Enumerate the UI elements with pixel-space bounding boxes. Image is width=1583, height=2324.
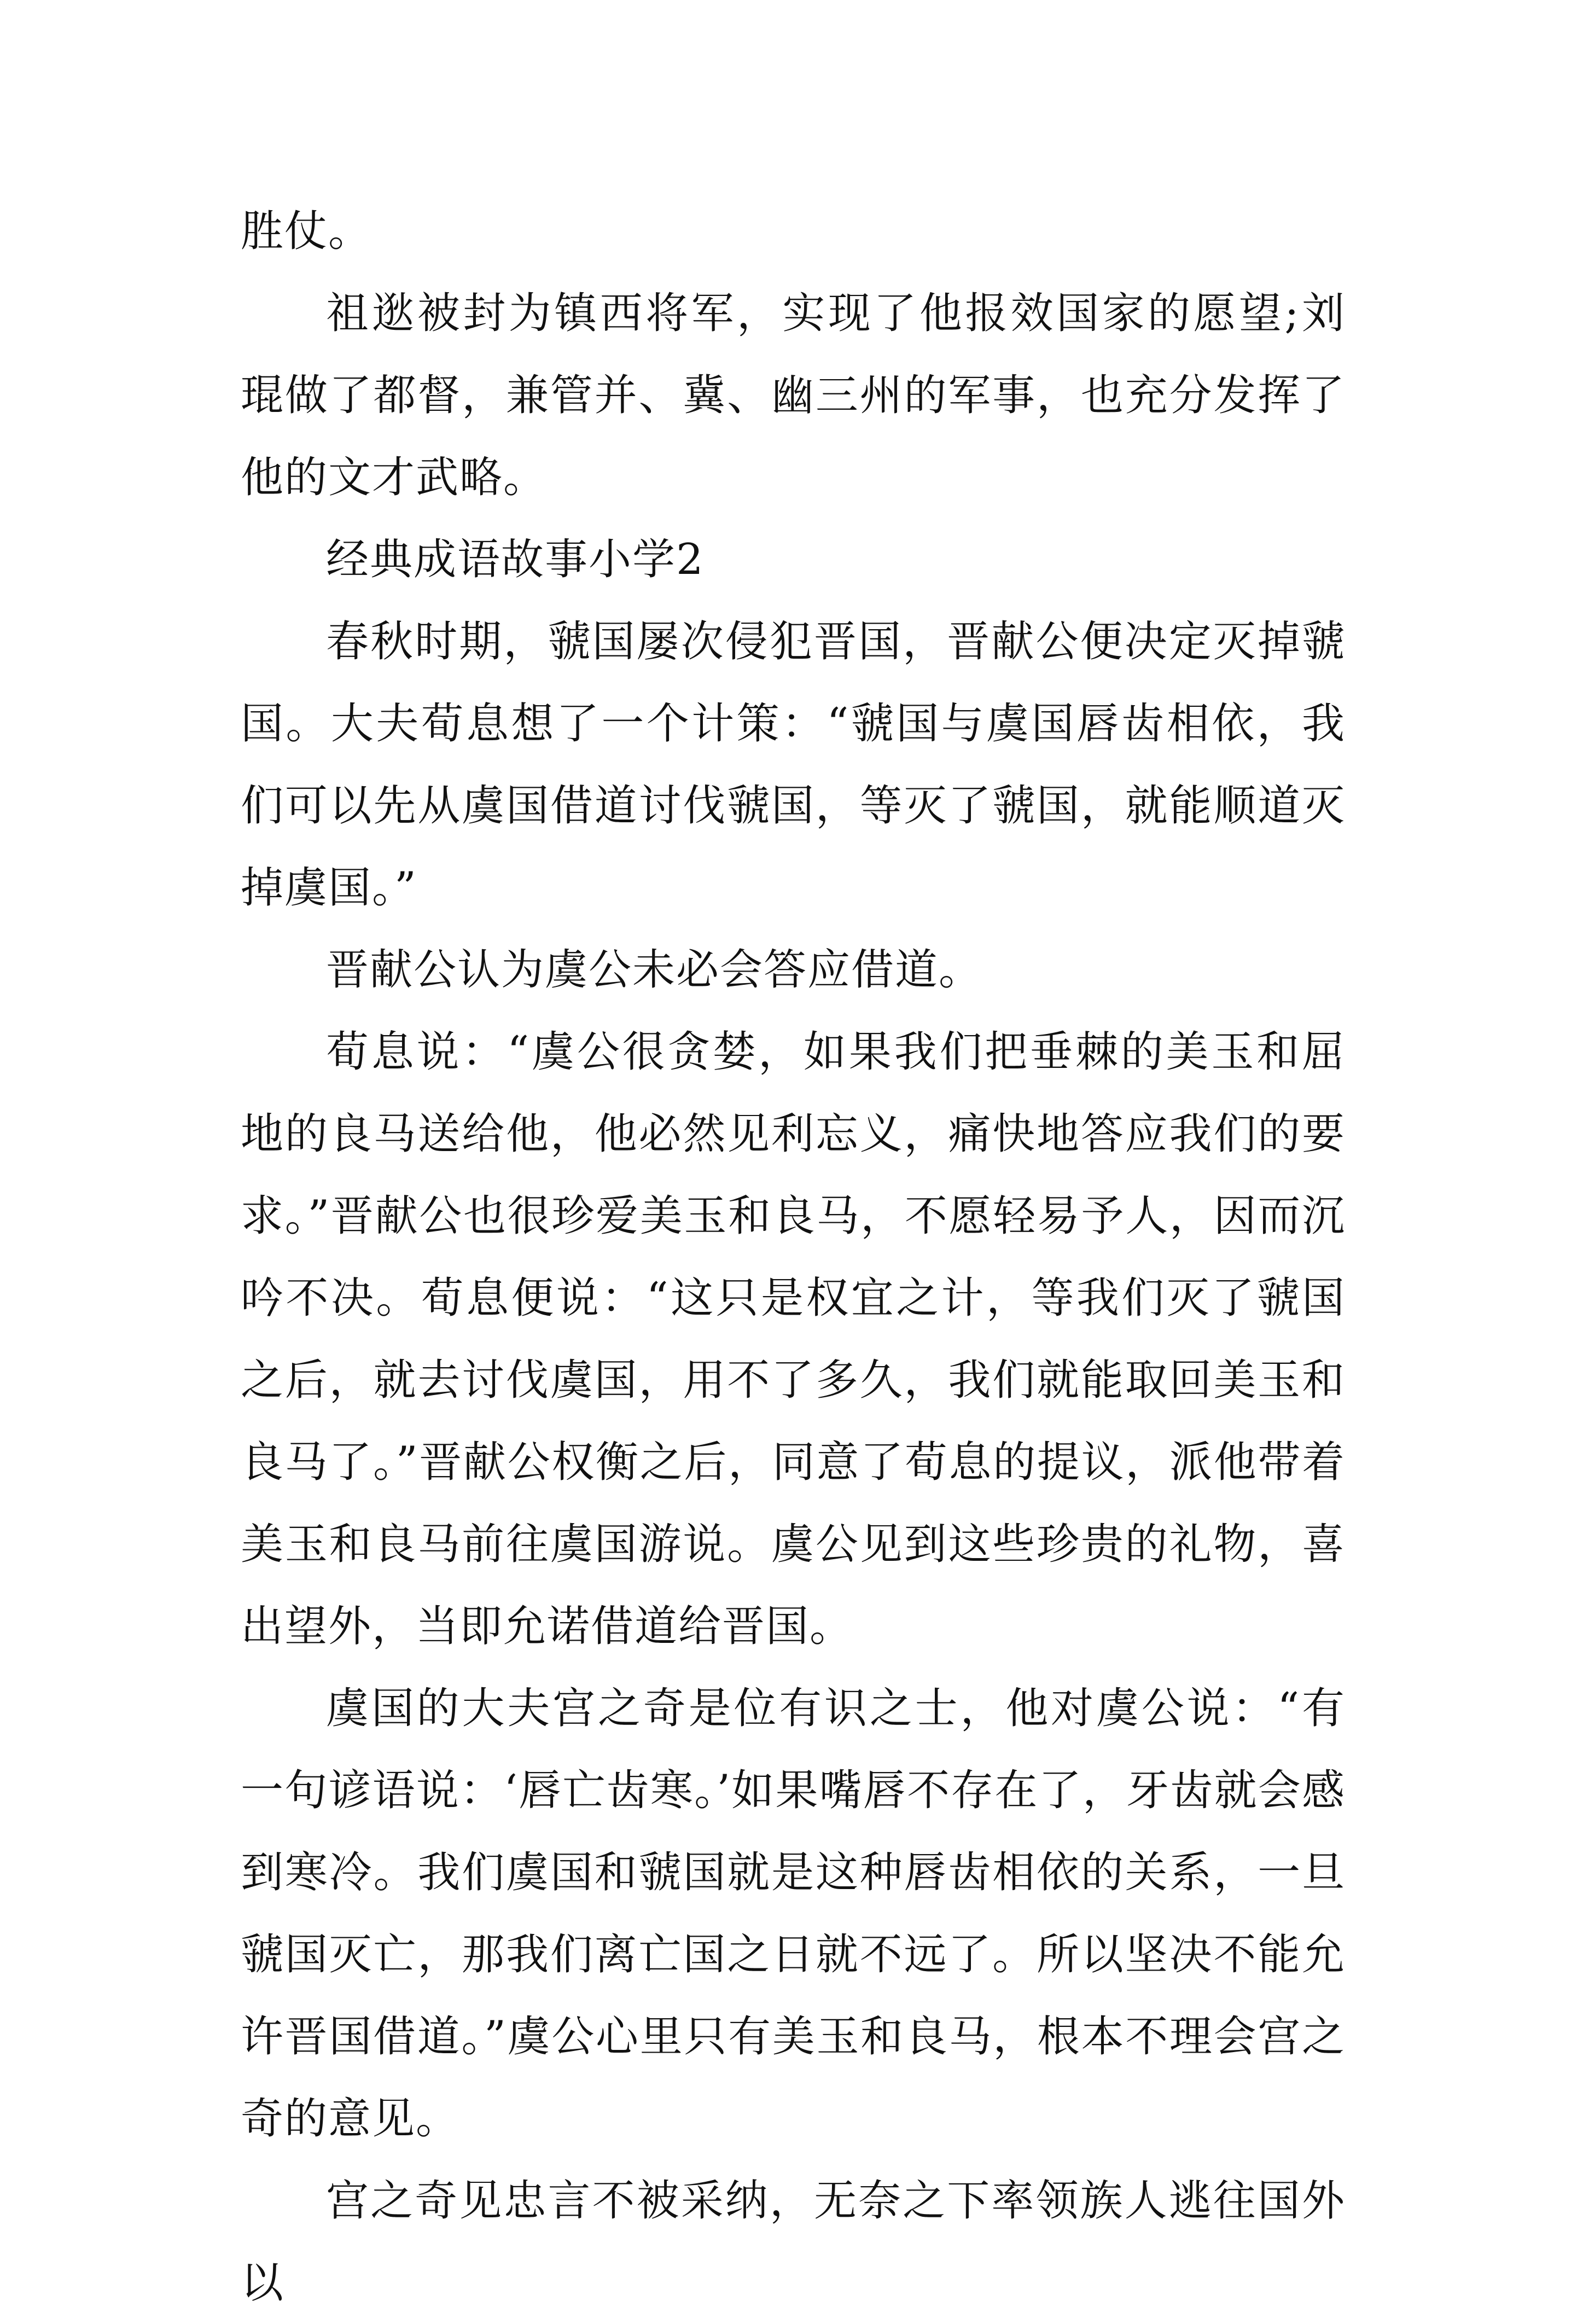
paragraph-1: 胜仗。 [241, 207, 373, 256]
section-heading: 经典成语故事小学2 [326, 535, 705, 584]
paragraph-6: 虞国的大夫宫之奇是位有识之士，他对虞公说：“有一句谚语说：‘唇亡齿寒。’如果嘴唇不存在了，牙齿就会感到寒冷。我们虞国和虢国就是这种唇齿相依的关系，一旦虢国灭亡，那我们离亡国之日就不远了。所以坚决不能允许晋国借道。”虞公心里只有美玉和良马，根本不理会宫之奇的意见。 [241, 1684, 1346, 2143]
body-text [241, 190, 1346, 2324]
paragraph-7: 宫之奇见忠言不被采纳，无奈之下率领族人逃往国外以 [241, 2176, 1346, 2308]
paragraph-4: 晋献公认为虞公未必会答应借道。 [326, 945, 983, 995]
paragraph-2: 祖逖被封为镇西将军，实现了他报效国家的愿望;刘琨做了都督，兼管并、冀、幽三州的军事，也充分发挥了他的文才武略。 [241, 289, 1346, 502]
paragraph-3: 春秋时期，虢国屡次侵犯晋国，晋献公便决定灭掉虢国。大夫荀息想了一个计策：“虢国与虞国唇齿相依，我们可以先从虞国借道讨伐虢国，等灭了虢国，就能顺道灭掉虞国。” [241, 617, 1346, 913]
paragraph-5: 荀息说：“虞公很贪婪，如果我们把垂棘的美玉和屈地的良马送给他，他必然见利忘义，痛快地答应我们的要求。”晋献公也很珍爱美玉和良马，不愿轻易予人，因而沉吟不决。荀息便说：“这只是权宜之计，等我们灭了虢国之后，就去讨伐虞国，用不了多久，我们就能取回美玉和良马了。”晋献公权衡之后，同意了荀息的提议，派他带着美玉和良马前往虞国游说。虞公见到这些珍贵的礼物，喜出望外，当即允诺借道给晋国。 [241, 1027, 1346, 1651]
